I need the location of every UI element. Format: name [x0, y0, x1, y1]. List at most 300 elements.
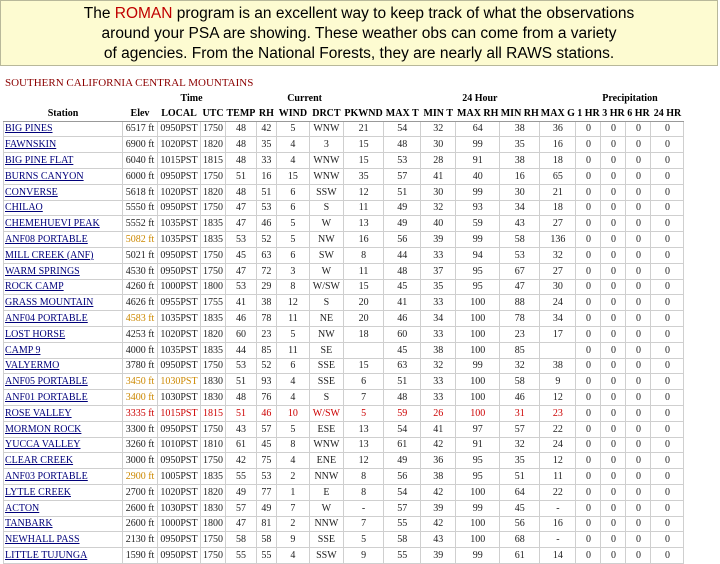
table-cell: 0	[651, 548, 684, 564]
table-cell: 33	[421, 374, 456, 390]
table-cell: 0	[576, 532, 601, 548]
table-cell: 0	[576, 374, 601, 390]
station-link[interactable]: GRASS MOUNTAIN	[4, 295, 123, 311]
table-cell: SE	[309, 342, 343, 358]
table-cell: 37	[421, 263, 456, 279]
table-cell: 78	[500, 311, 540, 327]
table-row	[4, 405, 684, 421]
table-cell: 1750	[201, 421, 226, 437]
table-cell: 11	[276, 311, 309, 327]
table-cell: 0	[601, 405, 626, 421]
table-cell: 1035PST	[158, 342, 201, 358]
station-link[interactable]: VALYERMO	[4, 358, 123, 374]
table-cell: 4	[276, 374, 309, 390]
column-header: 24 HR	[651, 106, 684, 121]
column-header: MAX RH	[456, 106, 500, 121]
table-cell: 0	[576, 358, 601, 374]
table-cell: 30	[500, 184, 540, 200]
table-row	[4, 137, 684, 153]
table-cell: 0	[576, 453, 601, 469]
table-cell: 52	[256, 232, 276, 248]
station-link[interactable]: CONVERSE	[4, 184, 123, 200]
table-cell: 41	[421, 168, 456, 184]
table-cell: SSE	[309, 374, 343, 390]
table-cell: 40	[456, 168, 500, 184]
table-cell: 57	[226, 500, 257, 516]
table-cell: 0	[576, 405, 601, 421]
table-cell: 0	[576, 200, 601, 216]
table-cell: 1590 ft	[123, 548, 158, 564]
table-cell: 6	[276, 247, 309, 263]
table-cell: 30	[421, 137, 456, 153]
table-cell: 0	[601, 358, 626, 374]
station-link[interactable]: TANBARK	[4, 516, 123, 532]
table-cell: 2600 ft	[123, 516, 158, 532]
table-cell: 1030PST	[158, 500, 201, 516]
table-cell: 0	[626, 121, 651, 137]
table-cell: 3	[276, 263, 309, 279]
column-header-row	[4, 106, 684, 121]
table-cell: 99	[456, 548, 500, 564]
table-cell: 53	[226, 358, 257, 374]
table-cell: WNW	[309, 437, 343, 453]
table-cell: 15	[343, 358, 383, 374]
table-cell: 0	[651, 121, 684, 137]
table-cell: 23	[256, 326, 276, 342]
table-cell: 0	[576, 168, 601, 184]
station-link[interactable]: ROCK CAMP	[4, 279, 123, 295]
table-cell: 0	[626, 342, 651, 358]
table-cell: 32	[421, 358, 456, 374]
table-row	[4, 342, 684, 358]
station-link[interactable]: MORMON ROCK	[4, 421, 123, 437]
table-cell: 3260 ft	[123, 437, 158, 453]
table-cell: 41	[226, 295, 257, 311]
table-cell: 1	[276, 484, 309, 500]
table-cell: 0	[601, 153, 626, 169]
table-cell: 5	[343, 532, 383, 548]
table-cell: SSE	[309, 358, 343, 374]
table-cell: 0950PST	[158, 263, 201, 279]
table-cell	[343, 342, 383, 358]
table-cell: 0	[576, 295, 601, 311]
table-cell: 34	[500, 200, 540, 216]
table-cell: 1030PST	[158, 374, 201, 390]
table-cell: 16	[540, 516, 576, 532]
table-cell: 0	[626, 390, 651, 406]
table-cell: -	[343, 500, 383, 516]
table-cell: 53	[384, 153, 421, 169]
table-cell: 1800	[201, 279, 226, 295]
roman-observation-page	[0, 67, 720, 561]
table-cell: 99	[456, 232, 500, 248]
table-cell: 0	[626, 437, 651, 453]
table-cell: 22	[540, 484, 576, 500]
table-cell: 58	[500, 232, 540, 248]
table-cell: 91	[456, 437, 500, 453]
table-cell: 0	[601, 453, 626, 469]
table-row	[4, 121, 684, 137]
table-row	[4, 358, 684, 374]
table-cell: 63	[256, 247, 276, 263]
table-cell: 0	[576, 390, 601, 406]
table-cell: 53	[500, 247, 540, 263]
table-cell: 51	[226, 405, 257, 421]
table-cell: W	[309, 500, 343, 516]
table-row	[4, 390, 684, 406]
station-link[interactable]: ANF01 PORTABLE	[4, 390, 123, 406]
table-cell: 5618 ft	[123, 184, 158, 200]
table-cell: 0	[626, 548, 651, 564]
table-cell: 3400 ft	[123, 390, 158, 406]
table-cell: 1750	[201, 532, 226, 548]
table-cell: 8	[276, 279, 309, 295]
table-cell: 3335 ft	[123, 405, 158, 421]
table-cell: 30	[540, 279, 576, 295]
table-cell: 38	[540, 358, 576, 374]
column-header: 6 HR	[626, 106, 651, 121]
table-cell: 55	[256, 548, 276, 564]
table-cell: 0	[626, 137, 651, 153]
table-cell: 0	[651, 405, 684, 421]
station-link[interactable]: CLEAR CREEK	[4, 453, 123, 469]
table-cell: 0	[576, 153, 601, 169]
table-cell: 15	[343, 153, 383, 169]
station-link[interactable]: YUCCA VALLEY	[4, 437, 123, 453]
table-cell: 0	[651, 516, 684, 532]
table-row	[4, 216, 684, 232]
table-cell: 5021 ft	[123, 247, 158, 263]
column-header: WIND	[276, 106, 309, 121]
table-cell: 0	[576, 437, 601, 453]
table-cell: 45	[226, 247, 257, 263]
table-cell: 54	[384, 484, 421, 500]
table-cell: 1830	[201, 374, 226, 390]
table-cell: 12	[540, 390, 576, 406]
table-cell: 1800	[201, 516, 226, 532]
table-cell: 15	[343, 137, 383, 153]
table-cell: 8	[343, 484, 383, 500]
table-cell: 48	[384, 390, 421, 406]
table-cell: 4	[276, 137, 309, 153]
table-cell: 94	[456, 247, 500, 263]
station-link[interactable]: BIG PINE FLAT	[4, 153, 123, 169]
table-cell: 11	[343, 263, 383, 279]
table-cell: 38	[256, 295, 276, 311]
table-cell: 93	[456, 200, 500, 216]
table-cell: 0	[576, 516, 601, 532]
table-cell: 0	[651, 200, 684, 216]
table-cell: WNW	[309, 153, 343, 169]
table-cell: S	[309, 295, 343, 311]
table-cell: 76	[256, 390, 276, 406]
table-cell: 2600 ft	[123, 500, 158, 516]
table-row	[4, 453, 684, 469]
table-cell: 0	[626, 421, 651, 437]
table-cell: 6	[276, 358, 309, 374]
table-cell: 53	[256, 200, 276, 216]
table-cell: 0	[601, 168, 626, 184]
table-cell: 1035PST	[158, 232, 201, 248]
table-cell: 61	[500, 548, 540, 564]
table-cell: 0	[601, 437, 626, 453]
table-cell: 39	[421, 232, 456, 248]
station-link[interactable]: NEWHALL PASS	[4, 532, 123, 548]
table-cell: 0	[601, 390, 626, 406]
table-cell: 42	[421, 516, 456, 532]
table-cell: 49	[384, 453, 421, 469]
table-cell: 67	[500, 263, 540, 279]
table-cell: 35	[500, 453, 540, 469]
table-cell: 14	[540, 548, 576, 564]
table-cell: 1750	[201, 548, 226, 564]
table-cell: 5	[276, 216, 309, 232]
table-cell: 0	[601, 121, 626, 137]
table-cell: 0	[626, 153, 651, 169]
table-cell: 1835	[201, 216, 226, 232]
table-cell: 60	[226, 326, 257, 342]
table-cell: 57	[500, 421, 540, 437]
table-cell: 9	[540, 374, 576, 390]
table-cell: 100	[456, 484, 500, 500]
table-cell: 1820	[201, 326, 226, 342]
table-cell: 16	[500, 168, 540, 184]
table-cell: 52	[256, 358, 276, 374]
table-cell: 0	[626, 168, 651, 184]
station-link[interactable]: BIG PINES	[4, 121, 123, 137]
station-link[interactable]: ANF05 PORTABLE	[4, 374, 123, 390]
table-cell: 48	[226, 390, 257, 406]
table-cell: 6040 ft	[123, 153, 158, 169]
table-cell: 0	[576, 216, 601, 232]
table-cell: 8	[343, 469, 383, 485]
table-cell: 0	[576, 342, 601, 358]
table-cell: 1000PST	[158, 516, 201, 532]
table-cell: 0	[626, 200, 651, 216]
table-row	[4, 311, 684, 327]
table-cell: 43	[500, 216, 540, 232]
table-cell: 48	[226, 153, 257, 169]
table-cell: 0	[651, 500, 684, 516]
table-cell: 2900 ft	[123, 469, 158, 485]
table-cell: 100	[456, 405, 500, 421]
station-link[interactable]: ACTON	[4, 500, 123, 516]
table-cell: 0	[626, 469, 651, 485]
station-link[interactable]: LYTLE CREEK	[4, 484, 123, 500]
table-cell: 1830	[201, 500, 226, 516]
table-cell: 56	[500, 516, 540, 532]
table-cell: 7	[343, 390, 383, 406]
table-cell: SSW	[309, 548, 343, 564]
table-cell: 0	[626, 500, 651, 516]
table-cell: 1035PST	[158, 311, 201, 327]
table-cell: 18	[540, 200, 576, 216]
table-cell: 100	[456, 295, 500, 311]
station-link[interactable]: ANF04 PORTABLE	[4, 311, 123, 327]
table-cell: 39	[421, 548, 456, 564]
table-cell: 0	[626, 295, 651, 311]
table-cell: 0	[601, 311, 626, 327]
table-cell: 27	[540, 263, 576, 279]
table-cell: 60	[384, 326, 421, 342]
column-header: MAX T	[384, 106, 421, 121]
table-cell: 5552 ft	[123, 216, 158, 232]
table-cell: NNW	[309, 516, 343, 532]
table-cell: 5	[276, 232, 309, 248]
table-cell: 51	[500, 469, 540, 485]
table-cell: 0	[651, 453, 684, 469]
group-header-time: Time	[180, 92, 203, 104]
table-cell: 0	[651, 263, 684, 279]
table-cell: 0	[626, 453, 651, 469]
table-cell: 10	[276, 405, 309, 421]
table-cell: 0	[626, 358, 651, 374]
table-cell: 0	[601, 263, 626, 279]
column-header: Elev	[123, 106, 158, 121]
station-link[interactable]: WARM SPRINGS	[4, 263, 123, 279]
group-header-precipitation: Precipitation	[602, 92, 658, 104]
station-link[interactable]: ANF08 PORTABLE	[4, 232, 123, 248]
table-cell: 4530 ft	[123, 263, 158, 279]
table-cell: 95	[456, 279, 500, 295]
table-cell: 44	[226, 342, 257, 358]
table-cell: 22	[540, 421, 576, 437]
table-cell: 16	[540, 137, 576, 153]
table-cell: 48	[226, 184, 257, 200]
table-cell: 95	[456, 469, 500, 485]
table-cell: 4583 ft	[123, 311, 158, 327]
table-cell: 47	[500, 279, 540, 295]
table-cell: 51	[256, 184, 276, 200]
table-cell: 54	[384, 121, 421, 137]
table-cell: 20	[343, 311, 383, 327]
group-header-current: Current	[287, 92, 323, 104]
table-cell: NW	[309, 232, 343, 248]
table-cell: 56	[384, 469, 421, 485]
table-cell: 0	[576, 247, 601, 263]
table-cell: 6	[276, 184, 309, 200]
station-link[interactable]: CAMP 9	[4, 342, 123, 358]
table-cell: 57	[384, 500, 421, 516]
table-cell	[540, 342, 576, 358]
table-cell: 6000 ft	[123, 168, 158, 184]
table-cell: NE	[309, 311, 343, 327]
table-cell: 2130 ft	[123, 532, 158, 548]
table-cell: 0	[651, 437, 684, 453]
table-cell: 0	[626, 326, 651, 342]
table-cell: 0950PST	[158, 168, 201, 184]
table-cell: 0950PST	[158, 421, 201, 437]
table-cell: 0	[626, 232, 651, 248]
table-cell: 32	[540, 247, 576, 263]
table-cell: 0	[601, 326, 626, 342]
table-cell: 0	[626, 263, 651, 279]
station-link[interactable]: LITTLE TUJUNGA	[4, 548, 123, 564]
table-cell: 16	[343, 232, 383, 248]
table-cell: 59	[384, 405, 421, 421]
table-cell: 0	[651, 247, 684, 263]
table-cell: 45	[500, 500, 540, 516]
station-link[interactable]: MILL CREEK (ANF)	[4, 247, 123, 263]
table-cell: 0	[626, 311, 651, 327]
table-cell: 49	[384, 200, 421, 216]
table-cell: 0	[626, 279, 651, 295]
table-row	[4, 247, 684, 263]
table-cell: 85	[256, 342, 276, 358]
table-cell: 1005PST	[158, 469, 201, 485]
caption-text: program is an excellent way to keep track of what the observations	[172, 5, 635, 22]
table-cell: NNW	[309, 469, 343, 485]
table-cell: 1750	[201, 200, 226, 216]
table-cell: 45	[256, 437, 276, 453]
table-cell: 51	[226, 374, 257, 390]
table-cell: 58	[256, 532, 276, 548]
station-link[interactable]: ROSE VALLEY	[4, 405, 123, 421]
table-row	[4, 263, 684, 279]
table-row	[4, 279, 684, 295]
table-cell: 38	[500, 121, 540, 137]
table-row	[4, 200, 684, 216]
table-cell: 5	[276, 326, 309, 342]
table-cell: 99	[456, 184, 500, 200]
table-cell: 0	[601, 137, 626, 153]
table-cell: 99	[456, 137, 500, 153]
table-cell: 4	[276, 153, 309, 169]
table-cell: 65	[540, 168, 576, 184]
table-cell: 0950PST	[158, 121, 201, 137]
station-link[interactable]: BURNS CANYON	[4, 168, 123, 184]
table-cell: 0	[601, 247, 626, 263]
table-cell: 100	[456, 374, 500, 390]
table-cell: 5082 ft	[123, 232, 158, 248]
table-cell: 43	[226, 421, 257, 437]
station-link[interactable]: CHEMEHUEVI PEAK	[4, 216, 123, 232]
table-cell: 5	[276, 421, 309, 437]
table-cell: 8	[343, 247, 383, 263]
table-cell: 0	[601, 500, 626, 516]
table-cell: 0	[651, 232, 684, 248]
table-cell: 1810	[201, 437, 226, 453]
table-cell: 1835	[201, 311, 226, 327]
table-cell: 0	[651, 137, 684, 153]
column-header: 1 HR	[576, 106, 601, 121]
table-cell: 81	[256, 516, 276, 532]
table-cell: NW	[309, 326, 343, 342]
table-cell: 88	[500, 295, 540, 311]
table-cell: 12	[343, 184, 383, 200]
table-cell: 5	[343, 405, 383, 421]
column-header: MIN T	[421, 106, 456, 121]
table-cell: 47	[226, 216, 257, 232]
table-cell: 97	[456, 421, 500, 437]
table-row	[4, 184, 684, 200]
station-link[interactable]: ANF03 PORTABLE	[4, 469, 123, 485]
station-link[interactable]: CHILAO	[4, 200, 123, 216]
table-row	[4, 469, 684, 485]
table-cell: 33	[421, 295, 456, 311]
table-cell: 2	[276, 469, 309, 485]
table-cell: 38	[500, 153, 540, 169]
table-cell: 2700 ft	[123, 484, 158, 500]
table-cell: 100	[456, 342, 500, 358]
table-cell: 95	[456, 453, 500, 469]
table-cell: 1000PST	[158, 279, 201, 295]
station-link[interactable]: FAWNSKIN	[4, 137, 123, 153]
table-cell: E	[309, 484, 343, 500]
station-link[interactable]: LOST HORSE	[4, 326, 123, 342]
table-cell: 0955PST	[158, 295, 201, 311]
table-cell: 0950PST	[158, 200, 201, 216]
